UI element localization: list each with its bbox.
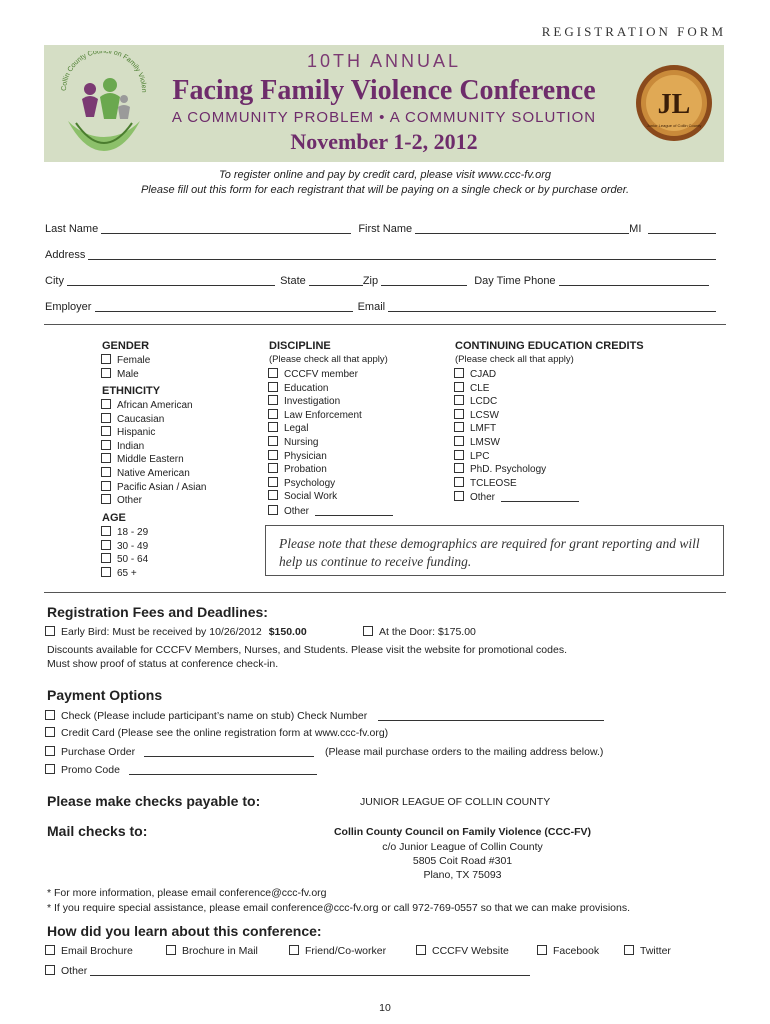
payment-po-option[interactable] <box>45 745 603 758</box>
hear-option[interactable] <box>537 945 599 957</box>
payable-value: JUNIOR LEAGUE OF COLLIN COUNTY <box>360 796 551 808</box>
gender-label: Male <box>117 368 139 380</box>
info-email: * For more information, please email conference@ccc-fv.org <box>47 887 327 899</box>
state-label: State <box>280 275 306 287</box>
credit-label: Other <box>470 492 496 504</box>
conference-dates: November 1-2, 2012 <box>290 129 478 154</box>
ethnicity-option[interactable] <box>101 481 207 493</box>
age-option[interactable] <box>101 526 148 538</box>
employer-row <box>45 300 725 313</box>
hear-label: Facebook <box>553 945 600 957</box>
credit-checkbox[interactable] <box>454 382 464 392</box>
discipline-option[interactable] <box>268 409 362 421</box>
discipline-label: Psychology <box>284 477 336 489</box>
credit-checkbox[interactable] <box>454 450 464 460</box>
discipline-option[interactable] <box>268 382 328 394</box>
discipline-checkbox[interactable] <box>268 505 278 515</box>
discipline-label: Legal <box>284 423 309 435</box>
discipline-checkbox[interactable] <box>268 436 278 446</box>
discipline-option[interactable] <box>268 477 335 489</box>
age-checkbox[interactable] <box>101 567 111 577</box>
last-name-label: Last Name <box>45 223 99 235</box>
age-heading: AGE <box>102 512 126 524</box>
payment-promo-label: Promo Code <box>61 764 120 776</box>
discipline-label: CCCFV member <box>284 369 358 380</box>
demographics-note-box <box>265 525 724 576</box>
ethnicity-option[interactable] <box>101 467 190 479</box>
employer-label: Employer <box>45 301 92 313</box>
ethnicity-label: Other <box>117 495 143 507</box>
hear-checkbox[interactable] <box>624 945 634 955</box>
discipline-option[interactable] <box>268 395 340 407</box>
payable-heading: Please make checks payable to: <box>47 793 261 809</box>
discipline-checkbox[interactable] <box>268 382 278 392</box>
early-bird-price: $150.00 <box>268 626 307 638</box>
discipline-checkbox[interactable] <box>268 463 278 473</box>
hear-option[interactable] <box>45 945 133 957</box>
hear-checkbox[interactable] <box>166 945 176 955</box>
hear-option[interactable] <box>624 945 671 957</box>
city-field[interactable] <box>67 274 275 286</box>
payment-check-label: Check (Please include participant’s name on stub) Check Number <box>61 710 368 722</box>
discipline-checkbox[interactable] <box>268 368 278 378</box>
gender-option[interactable] <box>101 354 150 366</box>
discipline-label: Social Work <box>284 491 338 503</box>
intro-online: To register online and pay by credit card, please visit www.ccc-fv.org <box>219 169 551 181</box>
door-label: At the Door: $175.00 <box>379 626 476 638</box>
ethnicity-option[interactable] <box>101 494 142 506</box>
hear-other-field[interactable] <box>90 964 530 976</box>
state-field[interactable] <box>309 274 363 286</box>
discipline-label: Education <box>284 382 329 394</box>
payment-check-option[interactable] <box>45 709 604 722</box>
discipline-option[interactable] <box>268 463 327 475</box>
early-bird-label: Early Bird: Must be received by 10/26/2012 <box>61 626 262 638</box>
door-option[interactable] <box>363 626 476 638</box>
credit-label: LCSW <box>470 409 499 421</box>
page-number: 10 <box>379 1002 391 1014</box>
hear-label: Twitter <box>640 945 671 957</box>
phone-label: Day Time Phone <box>474 275 556 287</box>
employer-field[interactable] <box>95 300 353 312</box>
ethnicity-checkbox[interactable] <box>101 453 111 463</box>
payment-check-checkbox[interactable] <box>45 710 55 720</box>
mail-org: Collin County Council on Family Violence (CCC-FV) <box>333 826 592 838</box>
hear-label: Brochure in Mail <box>182 945 258 957</box>
mail-line2: 5805 Coit Road #301 <box>412 855 513 867</box>
ethnicity-checkbox[interactable] <box>101 413 111 423</box>
ethnicity-label: Hispanic <box>117 427 156 439</box>
zip-label: Zip <box>362 275 379 287</box>
credits-heading: CONTINUING EDUCATION CREDITS <box>455 340 644 352</box>
ethnicity-option[interactable] <box>101 453 184 465</box>
credit-option[interactable] <box>454 490 579 503</box>
mi-field[interactable] <box>648 222 716 234</box>
credit-option[interactable] <box>454 477 517 489</box>
gender-label: Female <box>117 355 151 366</box>
jl-monogram: JL <box>657 89 691 120</box>
discipline-checkbox[interactable] <box>268 395 278 405</box>
discipline-checkbox[interactable] <box>268 477 278 487</box>
discipline-label: Probation <box>284 464 327 476</box>
discount-proof: Must show proof of status at conference check-in. <box>47 658 279 670</box>
gender-heading: GENDER <box>102 340 150 352</box>
early-bird-option[interactable] <box>45 626 307 638</box>
credit-option[interactable] <box>454 422 496 434</box>
credit-checkbox[interactable] <box>454 436 464 446</box>
credit-label: TCLEOSE <box>470 477 517 489</box>
hear-other-option[interactable] <box>45 964 530 977</box>
junior-league-logo <box>634 63 714 143</box>
age-checkbox[interactable] <box>101 526 111 536</box>
age-checkbox[interactable] <box>101 553 111 563</box>
credit-checkbox[interactable] <box>454 463 464 473</box>
discipline-label: Investigation <box>284 396 341 408</box>
credit-option[interactable] <box>454 395 497 407</box>
ethnicity-option[interactable] <box>101 413 164 425</box>
address-label: Address <box>45 249 86 261</box>
hear-checkbox[interactable] <box>45 945 55 955</box>
discipline-checkbox[interactable] <box>268 450 278 460</box>
mi-label: MI <box>629 223 642 235</box>
credit-option[interactable] <box>454 368 496 380</box>
po-number-field[interactable] <box>144 745 314 757</box>
ethnicity-checkbox[interactable] <box>101 467 111 477</box>
discipline-checkbox[interactable] <box>268 490 278 500</box>
discipline-option[interactable] <box>268 504 393 517</box>
mail-line1: c/o Junior League of Collin County <box>382 841 543 853</box>
demographics-note: Please note that these demographics are required for grant reporting and will help us continue to receive funding. <box>279 536 700 569</box>
phone-field[interactable] <box>559 274 709 286</box>
email-label: Email <box>357 301 386 313</box>
hear-label: Email Brochure <box>61 945 133 957</box>
intro-instructions: Please fill out this form for each registrant that will be paying on a single check or by purchase order. <box>140 184 630 196</box>
payment-promo-checkbox[interactable] <box>45 764 55 774</box>
credit-option[interactable] <box>454 450 489 462</box>
age-option[interactable] <box>101 553 148 565</box>
age-checkbox[interactable] <box>101 540 111 550</box>
ethnicity-checkbox[interactable] <box>101 440 111 450</box>
check-number-field[interactable] <box>378 709 604 721</box>
age-option[interactable] <box>101 567 137 579</box>
payment-po-label: Purchase Order <box>61 746 136 758</box>
discipline-other-field[interactable] <box>315 504 393 516</box>
first-name-label: First Name <box>358 223 413 235</box>
divider-middle <box>44 592 726 593</box>
form-label: REGISTRATION FORM <box>541 24 726 39</box>
credit-checkbox[interactable] <box>454 368 464 378</box>
credit-option[interactable] <box>454 436 500 448</box>
city-label: City <box>45 275 64 287</box>
discipline-option[interactable] <box>268 450 327 462</box>
payment-credit-checkbox[interactable] <box>45 727 55 737</box>
hear-option[interactable] <box>289 945 386 957</box>
mail-line3: Plano, TX 75093 <box>423 869 502 881</box>
age-label: 50 - 64 <box>117 554 149 566</box>
info-assistance: * If you require special assistance, please email conference@ccc-fv.org or call 972-769-0557 so that we can make provisions. <box>47 902 631 914</box>
hear-checkbox[interactable] <box>537 945 547 955</box>
ethnicity-option[interactable] <box>101 399 193 411</box>
ethnicity-checkbox[interactable] <box>101 481 111 491</box>
hear-checkbox[interactable] <box>416 945 426 955</box>
credit-option[interactable] <box>454 382 489 394</box>
hear-other-label: Other <box>61 965 88 977</box>
ccc-fv-logo-text: Collin County Council on Family Violen <box>60 51 148 93</box>
hear-label: CCCFV Website <box>432 945 509 957</box>
discipline-option[interactable] <box>268 422 308 434</box>
conference-title: Facing Family Violence Conference <box>172 75 596 106</box>
credit-checkbox[interactable] <box>454 477 464 487</box>
discipline-option[interactable] <box>268 436 318 448</box>
ethnicity-checkbox[interactable] <box>101 399 111 409</box>
age-label: 65 + <box>117 567 137 579</box>
discipline-label: Physician <box>284 450 327 462</box>
conference-banner <box>44 45 724 162</box>
early-bird-checkbox[interactable] <box>45 626 55 636</box>
ethnicity-checkbox[interactable] <box>101 494 111 504</box>
discipline-label: Nursing <box>284 437 319 448</box>
credit-label: LMSW <box>470 437 500 448</box>
ethnicity-option[interactable] <box>101 440 144 452</box>
hear-label: Friend/Co-worker <box>305 945 387 957</box>
hear-other-checkbox[interactable] <box>45 965 55 975</box>
payment-credit-label: Credit Card (Please see the online registration form at www.ccc-fv.org) <box>61 727 389 739</box>
gender-option[interactable] <box>101 368 139 380</box>
address-row <box>45 248 725 261</box>
promo-code-field[interactable] <box>129 763 317 775</box>
hear-checkbox[interactable] <box>289 945 299 955</box>
credits-subtitle: (Please check all that apply) <box>455 354 574 365</box>
credit-option[interactable] <box>454 463 546 475</box>
credit-option[interactable] <box>454 409 499 421</box>
age-label: 18 - 29 <box>117 527 149 538</box>
payment-po-checkbox[interactable] <box>45 746 55 756</box>
address-field[interactable] <box>88 248 716 260</box>
conference-tagline: A COMMUNITY PROBLEM • A COMMUNITY SOLUTION <box>171 109 597 126</box>
payment-heading: Payment Options <box>47 687 163 703</box>
gender-checkbox[interactable] <box>101 354 111 364</box>
payment-credit-option[interactable] <box>45 727 388 739</box>
mail-heading: Mail checks to: <box>47 823 148 839</box>
discipline-heading: DISCIPLINE <box>269 340 331 352</box>
age-label: 30 - 49 <box>117 540 149 552</box>
discipline-subtitle: (Please check all that apply) <box>269 354 388 365</box>
credit-checkbox[interactable] <box>454 422 464 432</box>
credit-label: PhD. Psychology <box>470 464 547 476</box>
divider-top <box>44 324 726 325</box>
ethnicity-label: Indian <box>117 440 145 452</box>
annual-label: 10TH ANNUAL <box>306 51 462 71</box>
ethnicity-checkbox[interactable] <box>101 426 111 436</box>
gender-checkbox[interactable] <box>101 368 111 378</box>
credit-label: LMFT <box>470 423 497 435</box>
credit-checkbox[interactable] <box>454 395 464 405</box>
ethnicity-label: Pacific Asian / Asian <box>117 481 207 493</box>
last-name-field[interactable] <box>101 222 351 234</box>
first-name-field[interactable] <box>415 222 629 234</box>
discipline-label: Law Enforcement <box>284 409 362 421</box>
credit-label: LPC <box>470 450 490 462</box>
hear-heading: How did you learn about this conference: <box>47 923 322 939</box>
credit-checkbox[interactable] <box>454 409 464 419</box>
door-checkbox[interactable] <box>363 626 373 636</box>
city-row <box>45 274 725 287</box>
hear-option[interactable] <box>166 945 258 957</box>
credit-label: LCDC <box>470 396 498 408</box>
email-field[interactable] <box>388 300 716 312</box>
hear-option[interactable] <box>416 945 509 957</box>
ethnicity-heading: ETHNICITY <box>102 385 161 397</box>
po-note: (Please mail purchase orders to the mailing address below.) <box>324 746 604 758</box>
ethnicity-label: Native American <box>117 468 190 479</box>
discipline-checkbox[interactable] <box>268 409 278 419</box>
ethnicity-label: Middle Eastern <box>117 454 184 466</box>
ethnicity-option[interactable] <box>101 426 155 438</box>
discount-info: Discounts available for CCCFV Members, Nurses, and Students. Please visit the website for promotional codes. <box>47 644 567 656</box>
discipline-option[interactable] <box>268 368 358 380</box>
credit-other-field[interactable] <box>501 490 579 502</box>
credit-label: CLE <box>470 382 490 394</box>
discipline-option[interactable] <box>268 490 337 502</box>
ethnicity-label: African American <box>117 400 193 411</box>
discipline-label: Other <box>284 506 310 517</box>
credit-label: CJAD <box>470 369 497 380</box>
ethnicity-label: Caucasian <box>117 413 165 425</box>
credit-checkbox[interactable] <box>454 491 464 501</box>
fees-heading: Registration Fees and Deadlines: <box>47 604 268 620</box>
jl-logo-text: Junior League of Collin County <box>646 123 702 128</box>
age-option[interactable] <box>101 540 148 552</box>
zip-field[interactable] <box>381 274 467 286</box>
payment-promo-option[interactable] <box>45 763 317 776</box>
discipline-checkbox[interactable] <box>268 422 278 432</box>
name-row <box>45 222 725 235</box>
